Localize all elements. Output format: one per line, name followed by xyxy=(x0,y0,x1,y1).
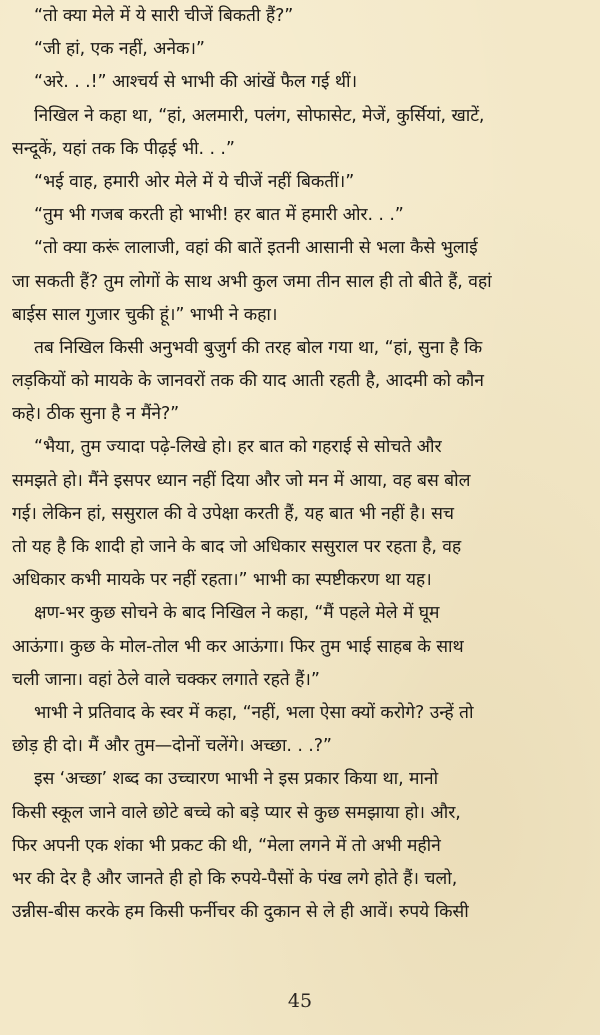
text-line: “तो क्या करूं लालाजी, वहां की बातें इतनी आसानी से भला कैसे भुलाई xyxy=(34,238,478,259)
text-line: “भई वाह, हमारी ओर मेले में ये चीजें नहीं बिकतीं।” xyxy=(34,171,355,192)
text-line: अधिकार कभी मायके पर नहीं रहता।” भाभी का स्पष्टीकरण था यह। xyxy=(12,570,432,591)
text-line: “जी हां, एक नहीं, अनेक।” xyxy=(34,39,205,60)
text-line: भाभी ने प्रतिवाद के स्वर में कहा, “नहीं, भला ऐसा क्यों करोगे? उन्हें तो xyxy=(34,702,474,723)
text-line: लड़कियों को मायके के जानवरों तक की याद आती रहती है, आदमी को कौन xyxy=(12,371,484,392)
text-line: “तो क्या मेले में ये सारी चीजें बिकती हैं?” xyxy=(34,6,294,26)
text-line: भर की देर है और जानते ही हो कि रुपये-पैसों के पंख लगे होते हैं। चलो, xyxy=(12,868,458,889)
text-line: इस ‘अच्छा’ शब्द का उच्चारण भाभी ने इस प्रकार किया था, मानो xyxy=(34,769,439,790)
text-line: तो यह है कि शादी हो जाने के बाद जो अधिकार ससुराल पर रहता है, वह xyxy=(12,537,462,557)
text-line: बाईस साल गुजार चुकी हूं।” भाभी ने कहा। xyxy=(12,304,278,325)
text-line: फिर अपनी एक शंका भी प्रकट की थी, “मेला लगने में तो अभी महीने xyxy=(12,835,441,856)
text-line: जा सकती हैं? तुम लोगों के साथ अभी कुल जमा तीन साल ही तो बीते हैं, वहां xyxy=(12,271,492,292)
text-line: कहे। ठीक सुना है न मैंने?” xyxy=(12,404,180,425)
text-line: गई। लेकिन हां, ससुराल की वे उपेक्षा करती हैं, यह बात भी नहीं है। सच xyxy=(12,503,454,524)
text-line: तब निखिल किसी अनुभवी बुजुर्ग की तरह बोल गया था, “हां, सुना है कि xyxy=(34,337,483,358)
text-line: छोड़ ही दो। मैं और तुम—दोनों चलेंगे। अच्छा. . .?” xyxy=(12,736,332,757)
body-text xyxy=(12,0,590,929)
text-line: “भैया, तुम ज्यादा पढ़े-लिखे हो। हर बात को गहराई से सोचते और xyxy=(34,437,442,458)
text-line: निखिल ने कहा था, “हां, अलमारी, पलंग, सोफासेट, मेजें, कुर्सियां, खाटें, xyxy=(34,105,485,126)
page-number: 45 xyxy=(287,990,313,1012)
text-line: उन्नीस-बीस करके हम किसी फर्नीचर की दुकान से ले ही आवें। रुपये किसी xyxy=(12,902,469,923)
text-line: समझते हो। मैंने इसपर ध्यान नहीं दिया और जो मन में आया, वह बस बोल xyxy=(12,470,471,491)
text-line: “तुम भी गजब करती हो भाभी! हर बात में हमारी ओर. . .” xyxy=(34,205,404,226)
text-line: चली जाना। वहां ठेले वाले चक्कर लगाते रहते हैं।” xyxy=(12,669,320,690)
text-line: “अरे. . .!” आश्चर्य से भाभी की आंखें फैल गई थीं। xyxy=(34,72,357,93)
text-line: किसी स्कूल जाने वाले छोटे बच्चे को बड़े प्यार से कुछ समझाया हो। और, xyxy=(12,802,461,823)
text-line: सन्दूकें, यहां तक कि पीढ़ई भी. . .” xyxy=(12,138,235,159)
text-line: क्षण-भर कुछ सोचने के बाद निखिल ने कहा, “मैं पहले मेले में घूम xyxy=(34,603,440,624)
text-line: आऊंगा। कुछ के मोल-तोल भी कर आऊंगा। फिर तुम भाई साहब के साथ xyxy=(12,636,464,657)
